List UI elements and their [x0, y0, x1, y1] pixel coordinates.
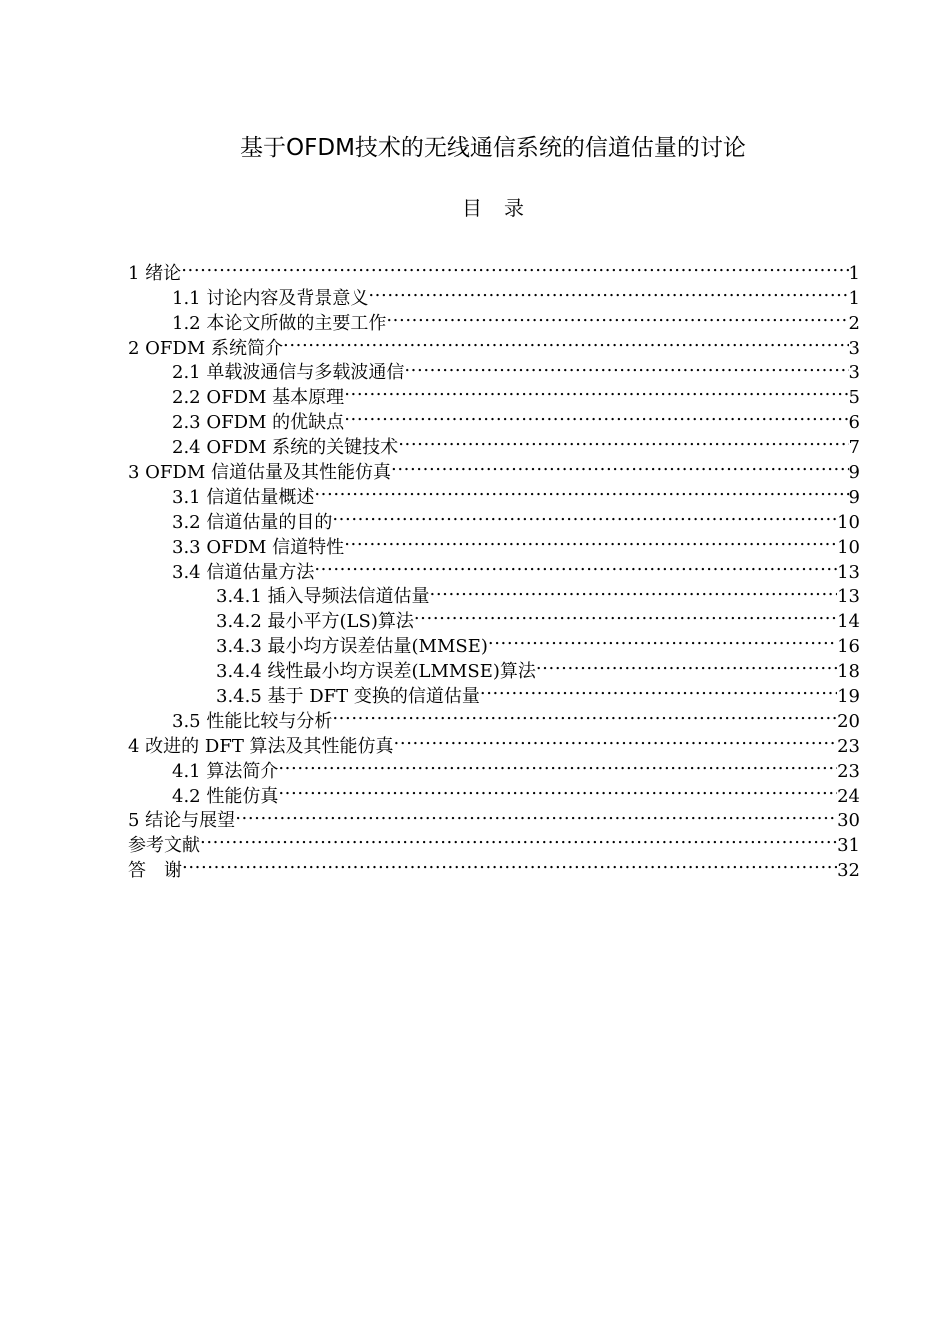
toc-entry-page-number: 6	[848, 412, 860, 434]
toc-dot-leader	[278, 777, 837, 802]
toc-entry-label: 3.4.1 插入导频法信道估量	[216, 586, 430, 608]
toc-entry-label: 4 改进的 DFT 算法及其性能仿真	[128, 735, 394, 757]
toc-entry-page-number: 3	[848, 362, 860, 384]
toc-entry-label: 2.2 OFDM 基本原理	[172, 387, 345, 409]
toc-entry-page-number: 2	[848, 312, 860, 334]
toc-entry-label: 参考文献	[128, 835, 200, 857]
toc-entry[interactable]	[128, 802, 860, 832]
toc-entry-page-number: 13	[837, 561, 860, 583]
toc-entry-label: 1 绪论	[128, 262, 182, 284]
toc-entry-label: 答 谢	[128, 860, 182, 882]
toc-dot-leader	[278, 752, 837, 777]
toc-entry-label: 1.1 讨论内容及背景意义	[172, 287, 369, 309]
toc-dot-leader	[344, 378, 848, 403]
toc-entry-label: 3.2 信道估量的目的	[172, 511, 333, 533]
toc-dot-leader	[314, 478, 848, 503]
toc-dot-leader	[332, 702, 837, 727]
toc-dot-leader	[414, 602, 837, 627]
toc-dot-leader	[344, 403, 848, 428]
toc-entry-label: 4.1 算法简介	[172, 760, 279, 782]
toc-dot-leader	[344, 528, 837, 553]
toc-entry-label: 2 OFDM 系统简介	[128, 337, 284, 359]
toc-entry-page-number: 7	[848, 437, 860, 459]
toc-entry-label: 1.2 本论文所做的主要工作	[172, 312, 387, 334]
toc-entry-label: 3.4.3 最小均方误差估量(MMSE)	[216, 636, 488, 658]
toc-entry[interactable]	[128, 254, 860, 284]
toc-entry-page-number: 1	[848, 262, 860, 284]
toc-dot-leader	[488, 627, 837, 652]
toc-entry-label: 3.4 信道估量方法	[172, 561, 315, 583]
toc-dot-leader	[314, 553, 837, 578]
toc-entry-label: 2.1 单载波通信与多载波通信	[172, 362, 405, 384]
toc-entry-page-number: 24	[837, 785, 860, 807]
toc-dot-leader	[181, 254, 848, 279]
toc-dot-leader	[391, 453, 849, 478]
toc-entry-label: 3.1 信道估量概述	[172, 486, 315, 508]
toc-entry-page-number: 5	[848, 387, 860, 409]
toc-entry-label: 4.2 性能仿真	[172, 785, 279, 807]
toc-entry-page-number: 1	[848, 287, 860, 309]
toc-entry-page-number: 14	[837, 611, 860, 633]
toc-entry-page-number: 30	[837, 810, 860, 832]
toc-entry-label: 3.5 性能比较与分析	[172, 710, 333, 732]
toc-entry[interactable]	[128, 279, 860, 309]
toc-entry-page-number: 13	[837, 586, 860, 608]
toc-entry-label: 3.3 OFDM 信道特性	[172, 536, 345, 558]
toc-entry[interactable]	[128, 826, 860, 857]
toc-dot-leader	[386, 304, 848, 329]
toc-entry-page-number: 23	[837, 735, 860, 757]
toc-entry-page-number: 23	[837, 760, 860, 782]
toc-dot-leader	[536, 652, 837, 677]
toc-entry-page-number: 9	[848, 486, 860, 508]
toc-entry-label: 3.4.4 线性最小均方误差(LMMSE)算法	[216, 661, 536, 683]
toc-entry-page-number: 10	[837, 536, 860, 558]
toc-heading	[0, 194, 950, 222]
toc-entry[interactable]	[128, 851, 860, 882]
toc-dot-leader	[430, 578, 838, 603]
toc-entry-label: 5 结论与展望	[128, 810, 236, 832]
toc-dot-leader	[368, 279, 848, 304]
toc-entry-label: 3.4.2 最小平方(LS)算法	[216, 611, 414, 633]
toc-dot-leader	[404, 354, 848, 379]
toc-dot-leader	[200, 826, 837, 851]
toc-entry-page-number: 32	[837, 860, 860, 882]
toc-dot-leader	[332, 503, 837, 528]
toc-entry-page-number: 3	[848, 337, 860, 359]
table-of-contents	[128, 254, 860, 882]
toc-entry-label: 2.3 OFDM 的优缺点	[172, 412, 345, 434]
toc-entry-label: 3.4.5 基于 DFT 变换的信道估量	[216, 686, 480, 708]
toc-entry-page-number: 20	[837, 710, 860, 732]
toc-entry-page-number: 31	[837, 835, 860, 857]
toc-entry-page-number: 18	[837, 661, 860, 683]
toc-dot-leader	[398, 428, 848, 453]
toc-entry-page-number: 19	[837, 686, 860, 708]
toc-dot-leader	[283, 329, 849, 354]
toc-entry-page-number: 9	[848, 462, 860, 484]
toc-dot-leader	[480, 677, 837, 702]
toc-heading-char-1: 目	[462, 196, 482, 220]
toc-entry-label: 3 OFDM 信道估量及其性能仿真	[128, 462, 392, 484]
toc-dot-leader	[394, 727, 838, 752]
toc-entry-label: 2.4 OFDM 系统的关键技术	[172, 437, 399, 459]
toc-entry-page-number: 16	[837, 636, 860, 658]
document-title: 基于OFDM技术的无线通信系统的信道估量的讨论	[240, 135, 746, 161]
toc-dot-leader	[235, 802, 837, 827]
toc-entry-page-number: 10	[837, 511, 860, 533]
toc-dot-leader	[182, 851, 837, 876]
toc-heading-char-2: 录	[504, 196, 524, 220]
